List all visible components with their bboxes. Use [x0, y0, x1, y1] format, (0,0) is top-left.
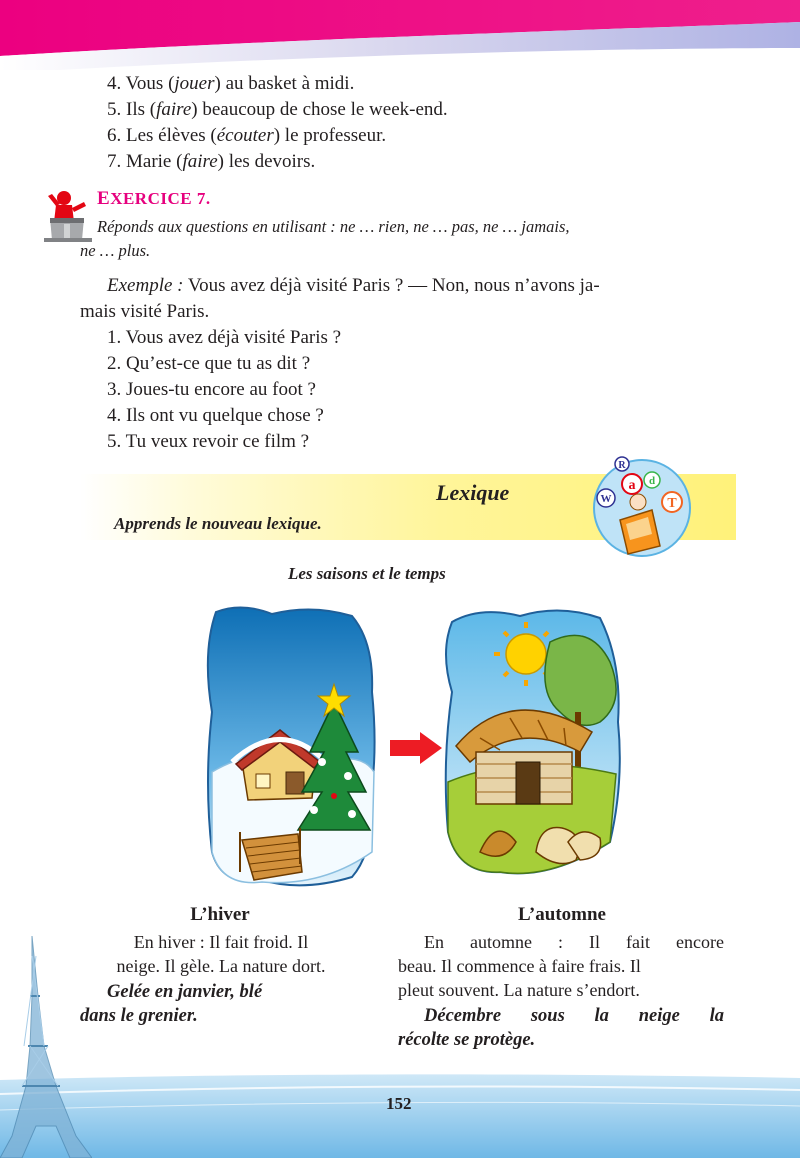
- item-verb: écouter: [216, 125, 274, 146]
- section-title: Les saisons et le temps: [288, 564, 446, 583]
- list-item: [107, 150, 315, 174]
- autumn-title: L’automne: [518, 904, 606, 925]
- winter-title: L’hiver: [190, 904, 250, 925]
- title-initial: E: [97, 188, 111, 209]
- question-item: 1. Vous avez déjà visité Paris ?: [107, 327, 342, 348]
- lexique-title: Lexique: [436, 480, 510, 505]
- autumn-text-line: pleut souvent. La nature s’endort.: [398, 980, 640, 1000]
- winter-text-line: neige. Il gèle. La nature dort.: [116, 956, 326, 976]
- exercise-instruction-line: ne … plus.: [80, 241, 151, 260]
- item-verb: faire: [156, 99, 192, 120]
- autumn-text-line: beau. Il commence à faire frais. Il: [398, 956, 641, 976]
- page-number: 152: [386, 1094, 412, 1113]
- item-text: 5. Ils (: [107, 99, 157, 120]
- example-text: Vous avez déjà visité Paris ? — Non, nous n’avons ja-: [183, 275, 600, 296]
- question-item: 4. Ils ont vu quelque chose ?: [107, 405, 324, 426]
- question-item: 5. Tu veux revoir ce film ?: [107, 431, 310, 452]
- lexique-badge-icon: [586, 454, 698, 558]
- item-text: 4. Vous (: [107, 73, 175, 94]
- lexique-subtitle: Apprends le nouveau lexique.: [114, 514, 322, 533]
- badge-letter: a: [628, 478, 636, 493]
- example-line: mais visité Paris.: [80, 301, 210, 322]
- list-item: [107, 124, 386, 148]
- autumn-text-line: En automne : Il fait encore: [424, 932, 724, 952]
- item-text: 6. Les élèves (: [107, 125, 217, 146]
- badge-letter: W: [600, 493, 612, 505]
- arrow-right-icon: [388, 730, 444, 766]
- example-label: Exemple :: [107, 275, 184, 296]
- badge-letter: R: [618, 460, 626, 471]
- badge-letter: T: [667, 496, 677, 511]
- eiffel-tower-icon: [0, 936, 92, 1158]
- item-verb: jouer: [174, 73, 215, 94]
- title-rest: XERCICE 7.: [110, 189, 211, 208]
- question-item: 3. Joues-tu encore au foot ?: [107, 379, 316, 400]
- example-line: [107, 274, 600, 298]
- item-text: ) au basket à midi.: [214, 73, 355, 94]
- autumn-proverb-line: récolte se protège.: [398, 1030, 536, 1050]
- item-verb: faire: [182, 151, 218, 172]
- list-item: [107, 98, 448, 122]
- item-text: ) les devoirs.: [217, 151, 316, 172]
- winter-proverb-line: dans le grenier.: [80, 1006, 198, 1026]
- question-item: 2. Qu’est-ce que tu as dit ?: [107, 353, 311, 374]
- autumn-illustration: [440, 602, 626, 882]
- winter-illustration: [202, 602, 382, 892]
- teacher-at-lectern-icon: [38, 188, 100, 244]
- item-text: 7. Marie (: [107, 151, 183, 172]
- top-decorative-band: [0, 0, 800, 72]
- footer-decorative-band: [0, 1070, 800, 1158]
- exercise-instruction-line: Réponds aux questions en utilisant : ne … rien, ne … pas, ne … jamais,: [97, 217, 570, 236]
- item-text: ) le professeur.: [273, 125, 387, 146]
- winter-proverb-line: Gelée en janvier, blé: [107, 982, 263, 1002]
- list-item: [107, 72, 354, 96]
- autumn-proverb-line: Décembre sous la neige la: [424, 1006, 724, 1026]
- badge-letter: d: [648, 475, 656, 487]
- exercise-title: [97, 188, 211, 210]
- item-text: ) beaucoup de chose le week-end.: [191, 99, 448, 120]
- winter-text-line: En hiver : Il fait froid. Il: [133, 932, 309, 952]
